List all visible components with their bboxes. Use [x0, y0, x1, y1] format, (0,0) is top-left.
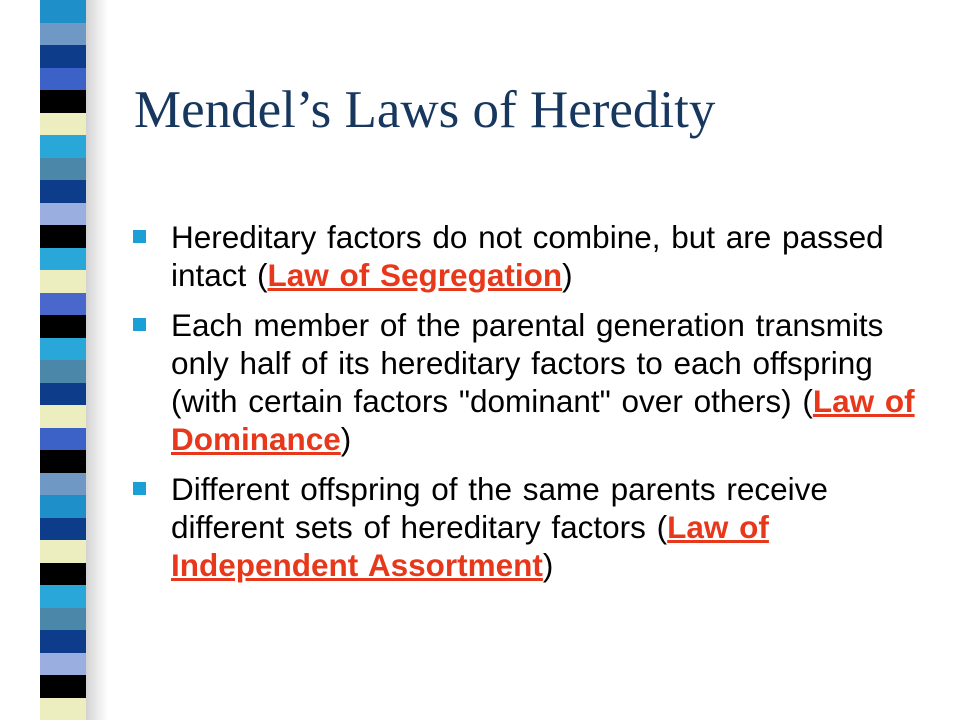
stripe-segment	[40, 135, 86, 158]
stripe-segment	[40, 45, 86, 68]
stripe-segment	[40, 540, 86, 563]
stripe-segment	[40, 90, 86, 113]
bullet-law-of-independent-assortment	[133, 470, 948, 584]
stripe-segment	[40, 203, 86, 226]
stripe-segment	[40, 360, 86, 383]
square-bullet-icon	[133, 482, 146, 495]
law-of-independent-assortment-link[interactable]: Law of Independent Assortment	[171, 509, 769, 583]
bullet-text: Different offspring of the same parents receive different sets of hereditary factors (	[171, 471, 828, 545]
bullet-law-of-segregation	[133, 218, 948, 294]
law-of-segregation-link[interactable]: Law of Segregation	[267, 257, 563, 293]
stripe-segment	[40, 518, 86, 541]
stripe-segment	[40, 315, 86, 338]
stripe-segment	[40, 158, 86, 181]
stripe-segment	[40, 113, 86, 136]
stripe-segment	[40, 563, 86, 586]
stripe-segment	[40, 0, 86, 23]
bullet-closing-paren: )	[562, 257, 573, 293]
law-of-dominance-link[interactable]: Law of Dominance	[171, 383, 915, 457]
square-bullet-icon	[133, 318, 146, 331]
stripe-segment	[40, 23, 86, 46]
stripe-segment	[40, 248, 86, 271]
stripe-segment	[40, 495, 86, 518]
stripe-segment	[40, 675, 86, 698]
stripe-segment	[40, 585, 86, 608]
stripe-segment	[40, 428, 86, 451]
stripe-segment	[40, 405, 86, 428]
bullet-text: Hereditary factors do not combine, but are passed intact (	[171, 219, 884, 293]
stripe-segment	[40, 473, 86, 496]
stripe-shadow	[86, 0, 108, 720]
stripe-segment	[40, 225, 86, 248]
stripe-segment	[40, 180, 86, 203]
bullet-closing-paren: )	[340, 421, 352, 457]
stripe-segment	[40, 68, 86, 91]
square-bullet-icon	[133, 230, 146, 243]
stripe-segment	[40, 698, 86, 720]
stripe-segment	[40, 383, 86, 406]
stripe-segment	[40, 293, 86, 316]
slide-title: Mendel’s Laws of Heredity	[134, 81, 716, 139]
stripe-segment	[40, 608, 86, 631]
bullet-closing-paren: )	[542, 547, 554, 583]
bullet-list	[133, 218, 948, 596]
bullet-law-of-dominance	[133, 306, 948, 458]
decorative-stripe-bar	[40, 0, 86, 720]
stripe-segment	[40, 450, 86, 473]
stripe-segment	[40, 653, 86, 676]
bullet-text: Each member of the parental generation transmits only half of its hereditary factors to each offspring (with certain factors "dominant" over others) (	[171, 307, 884, 419]
stripe-segment	[40, 630, 86, 653]
stripe-segment	[40, 338, 86, 361]
stripe-segment	[40, 270, 86, 293]
